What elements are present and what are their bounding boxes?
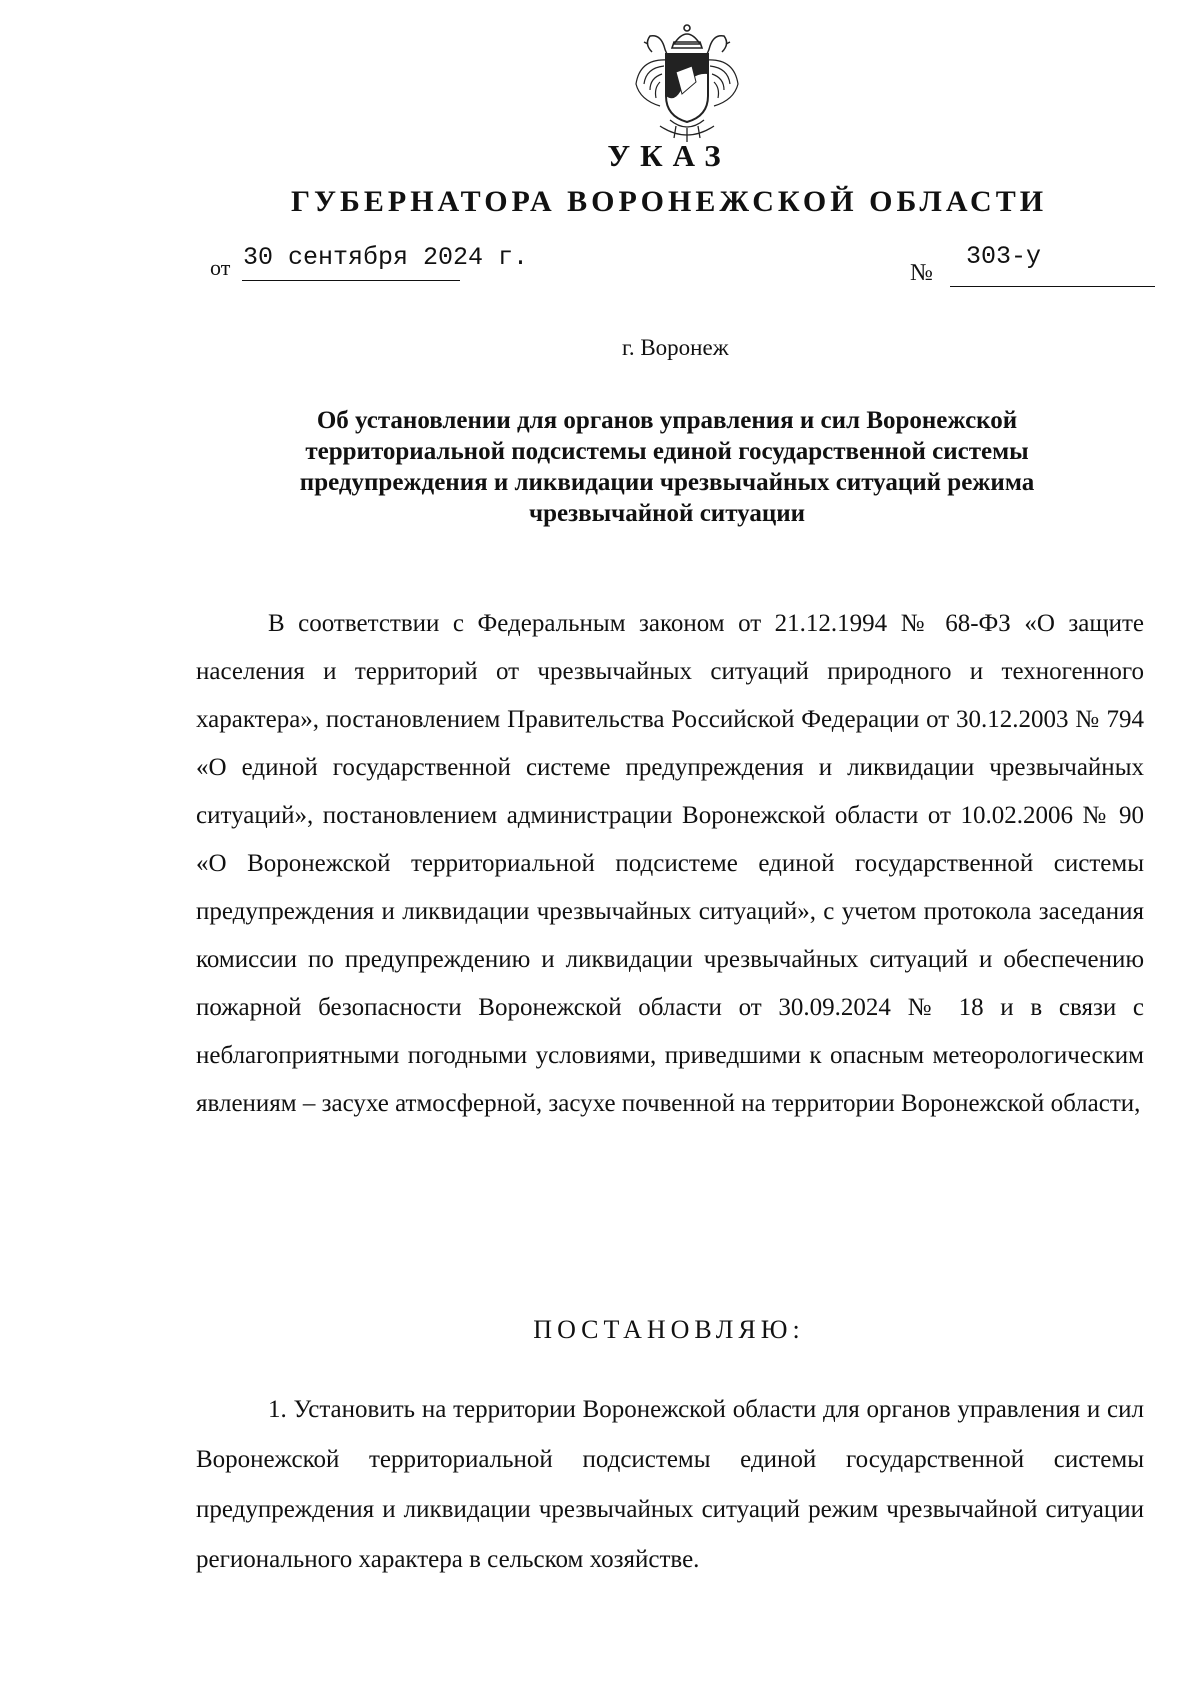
date-prefix-label: от xyxy=(210,255,231,280)
number-underline xyxy=(950,286,1155,287)
document-subject: Об установлении для органов управления и сил Воронежской территориальной подсистемы единой государственной системы предупреждения и ликвидации чрезвычайных ситуаций режима чрезвычайной ситуации xyxy=(299,407,1035,527)
preamble-paragraph: В соответствии с Федеральным законом от 21.12.1994 № 68-ФЗ «О защите населения и территорий от чрезвычайных ситуаций природного и техногенного характера», постановлением Правительства Российской Федерации от 30.12.2003 № 794 «О единой государственной системе предупреждения и ликвидации чрезвычайных ситуаций», постановлением администрации Воронежской области от 10.02.2006 № 90 «О Воронежской территориальной подсистеме единой государственной системы предупреждения и ликвидации чрезвычайных ситуаций», с учетом протокола заседания комиссии по предупреждению и ликвидации чрезвычайных ситуаций и обеспечению пожарной безопасности Воронежской области от 30.09.2024 № 18 и в связи с неблагоприятными погодными условиями, приведшими к опасным метеорологическим явлениям – засухе атмосферной, засухе почвенной на территории Воронежской области, xyxy=(196,610,1144,1117)
number-sign-label: № xyxy=(910,260,933,286)
number-value: 303-у xyxy=(966,242,1042,271)
date-value: 30 сентября 2024 г. xyxy=(243,243,529,272)
document-title: УКАЗ xyxy=(607,138,731,173)
document-issuer: ГУБЕРНАТОРА ВОРОНЕЖСКОЙ ОБЛАСТИ xyxy=(290,185,1048,218)
decree-item-1: 1. Установить на территории Воронежской области для органов управления и сил Воронежской территориальной подсистемы единой государственной системы предупреждения и ликвидации чрезвычайных ситуаций режим чрезвычайной ситуации регионального характера в сельском хозяйстве. xyxy=(196,1396,1144,1573)
date-underline xyxy=(242,280,460,281)
voronezh-coat-of-arms-icon xyxy=(630,22,744,144)
decree-heading: ПОСТАНОВЛЯЮ: xyxy=(533,1315,805,1344)
city-label: г. Воронеж xyxy=(622,335,729,360)
